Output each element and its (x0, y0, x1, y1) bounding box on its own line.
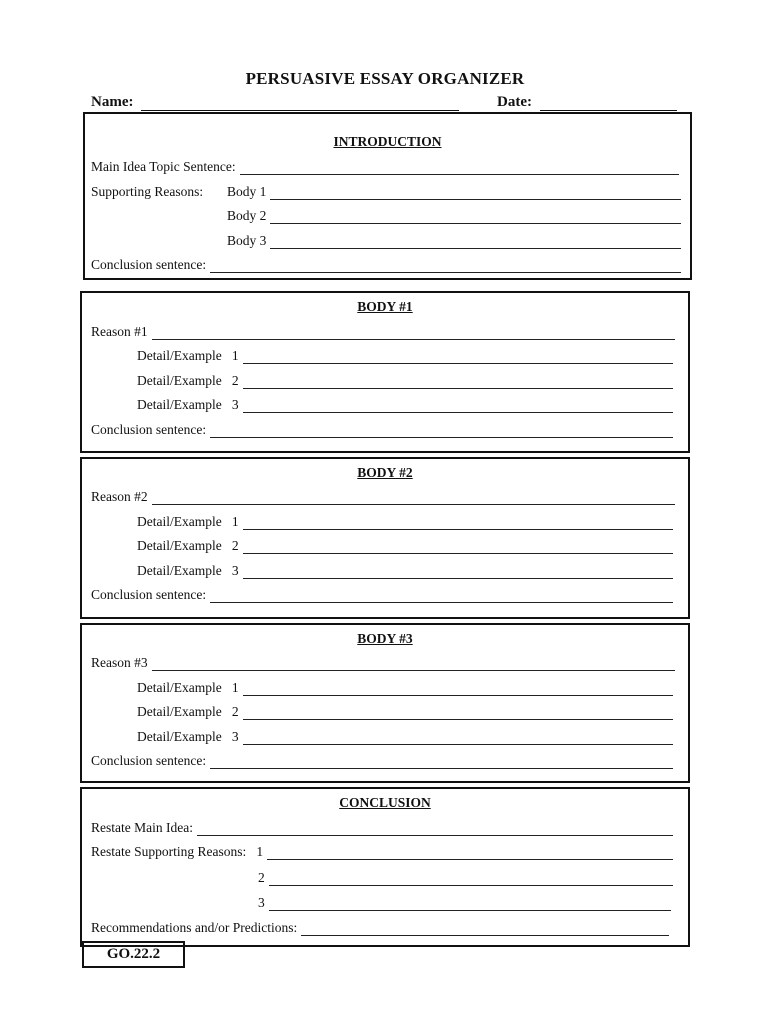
intro-conclusion-field[interactable] (210, 260, 681, 273)
body1-detail1-label: Detail/Example 1 (137, 348, 239, 363)
body2-conclusion-label: Conclusion sentence: (91, 587, 207, 602)
main-idea-field[interactable] (240, 162, 679, 175)
body2-detail1-label: Detail/Example 1 (137, 514, 239, 529)
restate-main-row[interactable] (91, 818, 673, 836)
reason1-field[interactable] (152, 327, 675, 340)
main-idea-row[interactable] (91, 157, 679, 175)
body3-detail2-row[interactable] (137, 702, 673, 720)
body2-field[interactable] (270, 211, 681, 224)
body1-conclusion-field[interactable] (210, 425, 673, 438)
body2-detail2-label: Detail/Example 2 (137, 538, 239, 553)
name-label: Name: (91, 94, 134, 110)
body3-title: BODY #3 (357, 631, 413, 646)
body3-detail3-field[interactable] (243, 732, 673, 745)
body3-detail3-label: Detail/Example 3 (137, 729, 239, 744)
restate-reason2-label: 2 (258, 870, 265, 885)
body1-title: BODY #1 (357, 299, 413, 314)
body2-section (80, 457, 690, 619)
restate-reason1-field[interactable] (267, 847, 673, 860)
body2-conclusion-field[interactable] (210, 590, 673, 603)
body3-section (80, 623, 690, 783)
body2-label: Body 2 (227, 208, 267, 223)
body1-section (80, 291, 690, 453)
reason2-field[interactable] (152, 492, 675, 505)
reason2-label: Reason #2 (91, 489, 148, 504)
reason1-row[interactable] (91, 322, 675, 340)
form-code: GO.22.2 (82, 941, 185, 968)
recommendations-field[interactable] (301, 923, 669, 936)
restate-reason1-row[interactable] (91, 842, 673, 860)
body3-detail2-field[interactable] (243, 707, 673, 720)
body2-title: BODY #2 (357, 465, 413, 480)
reason2-row[interactable] (91, 487, 675, 505)
body3-detail1-field[interactable] (243, 683, 673, 696)
body3-detail2-label: Detail/Example 2 (137, 704, 239, 719)
body1-reason-row[interactable] (91, 182, 681, 200)
body1-conclusion-label: Conclusion sentence: (91, 422, 207, 437)
reason3-label: Reason #3 (91, 655, 148, 670)
body2-detail1-field[interactable] (243, 517, 673, 530)
supporting-reasons-label: Supporting Reasons: (91, 184, 204, 199)
date-row (497, 91, 677, 111)
reason1-label: Reason #1 (91, 324, 148, 339)
main-idea-label: Main Idea Topic Sentence: (91, 159, 236, 174)
conclusion-title: CONCLUSION (339, 795, 431, 810)
conclusion-section (80, 787, 690, 947)
body2-detail2-row[interactable] (137, 536, 673, 554)
body2-detail1-row[interactable] (137, 512, 673, 530)
name-row (91, 91, 459, 111)
body3-reason-row[interactable] (227, 231, 681, 249)
body3-label: Body 3 (227, 233, 267, 248)
reason3-row[interactable] (91, 653, 675, 671)
body1-detail1-row[interactable] (137, 346, 673, 364)
body1-detail1-field[interactable] (243, 351, 673, 364)
body3-field[interactable] (270, 236, 681, 249)
restate-reason2-field[interactable] (269, 873, 673, 886)
recommendations-label: Recommendations and/or Predictions: (91, 920, 298, 935)
restate-reasons-label: Restate Supporting Reasons: 1 (91, 844, 264, 859)
restate-reason3-field[interactable] (269, 898, 671, 911)
name-field[interactable] (141, 96, 459, 111)
date-label: Date: (497, 94, 532, 110)
body1-conclusion-row[interactable] (91, 420, 673, 438)
body2-detail3-label: Detail/Example 3 (137, 563, 239, 578)
body3-conclusion-field[interactable] (210, 756, 673, 769)
page-title: PERSUASIVE ESSAY ORGANIZER (245, 69, 525, 88)
body2-detail3-field[interactable] (243, 566, 673, 579)
body3-conclusion-row[interactable] (91, 751, 673, 769)
body1-detail2-field[interactable] (243, 376, 673, 389)
body1-label: Body 1 (227, 184, 267, 199)
reason3-field[interactable] (152, 658, 675, 671)
body1-detail3-row[interactable] (137, 395, 673, 413)
body2-conclusion-row[interactable] (91, 585, 673, 603)
intro-conclusion-row[interactable] (91, 255, 681, 273)
body1-detail2-row[interactable] (137, 371, 673, 389)
body3-conclusion-label: Conclusion sentence: (91, 753, 207, 768)
body2-detail2-field[interactable] (243, 541, 673, 554)
introduction-section (83, 112, 692, 280)
intro-conclusion-label: Conclusion sentence: (91, 257, 207, 272)
body1-detail2-label: Detail/Example 2 (137, 373, 239, 388)
restate-reason3-label: 3 (258, 895, 265, 910)
body2-reason-row[interactable] (227, 206, 681, 224)
body3-detail3-row[interactable] (137, 727, 673, 745)
body1-field[interactable] (270, 187, 681, 200)
body1-detail3-label: Detail/Example 3 (137, 397, 239, 412)
body2-detail3-row[interactable] (137, 561, 673, 579)
introduction-title: INTRODUCTION (333, 134, 442, 149)
restate-main-field[interactable] (197, 823, 673, 836)
body3-detail1-row[interactable] (137, 678, 673, 696)
date-field[interactable] (540, 96, 677, 111)
body3-detail1-label: Detail/Example 1 (137, 680, 239, 695)
recommendations-row[interactable] (91, 918, 669, 936)
restate-reason3-row[interactable] (258, 893, 671, 911)
restate-reason2-row[interactable] (258, 868, 673, 886)
body1-detail3-field[interactable] (243, 400, 673, 413)
restate-main-label: Restate Main Idea: (91, 820, 193, 835)
